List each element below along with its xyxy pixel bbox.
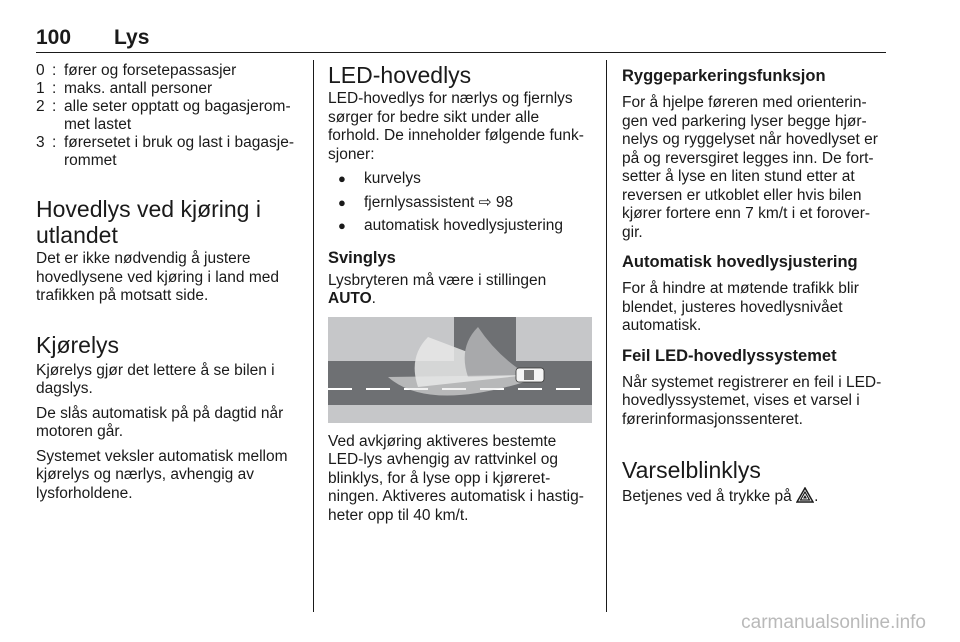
legend-item: 3 : førersetet i bruk og last i bagasje-rommet (36, 134, 295, 169)
column-divider (313, 60, 314, 612)
watermark: carmanualsonline.info (741, 612, 926, 633)
section-title-varsel: Varselblinklys (622, 457, 761, 483)
paragraph: LED-hovedlys for nærlys og fjernlys sørger for bedre sikt under alle forhold. De inneholder følgende funk-sjoner: (328, 90, 584, 163)
column-3 (622, 62, 888, 507)
legend-item: 0 : fører og forsetepassasjer (36, 62, 237, 79)
subsection-title-svinglys: Svinglys (328, 248, 396, 267)
auto-label: AUTO (328, 290, 372, 307)
column-1 (36, 62, 298, 503)
chapter-title: Lys (114, 26, 150, 49)
paragraph: Kjørelys gjør det lettere å se bilen i dagslys. (36, 361, 275, 397)
paragraph: Betjenes ved å trykke på . (622, 488, 819, 505)
subsection-title-auto: Automatisk hovedlysjustering (622, 253, 858, 271)
section-title-led: LED-hovedlys (328, 62, 472, 88)
cornering-light-illustration (328, 317, 592, 423)
hazard-triangle-icon (796, 487, 814, 503)
paragraph: De slås automatisk på på dagtid når motoren går. (36, 404, 284, 440)
page-header (36, 26, 886, 53)
feature-list (328, 170, 594, 236)
paragraph: Ved avkjøring aktiveres bestemte LED-lys avhengig av rattvinkel og blinklys, for å lyse opp i kjøreret-ningen. Aktiveres automatisk i hastig-heter opp til 40 km/t. (328, 432, 584, 524)
paragraph: Systemet veksler automatisk mellom kjørelys og nærlys, avhengig av lysforholdene. (36, 447, 288, 502)
section-title-hovedlys: Hovedlys ved kjøring i utlandet (36, 196, 261, 248)
paragraph: Det er ikke nødvendig å justere hovedlysene ved kjøring i land med trafikken på motsatt side. (36, 250, 279, 304)
page-number: 100 (36, 26, 72, 49)
load-legend (36, 62, 298, 170)
subsection-title-feil: Feil LED-hovedlyssystemet (622, 346, 837, 365)
list-item: ● kurvelys (338, 170, 421, 187)
column-divider (606, 60, 607, 612)
paragraph: Når systemet registrerer en feil i LED-hovedlyssystemet, vises et varsel i førerinformasjonssenteret. (622, 373, 882, 428)
subsection-title-rygge: Ryggeparkeringsfunksjon (622, 67, 826, 85)
paragraph: For å hindre at møtende trafikk blir blendet, justeres hovedlysnivået automatisk. (622, 280, 859, 334)
legend-item: 2 : alle seter opptatt og bagasjerom-met lastet (36, 98, 291, 133)
paragraph: For å hjelpe føreren med orienterin-gen ved parkering lyser begge hjør-nelys og ryggelyset når hovedlyset er på og reversgiret legges inn. De fort-setter å lyse en liten stund etter at reversen er utkoblet eller hvis bilen kjører fortere enn 7 km/t i et forover-gir. (622, 94, 878, 241)
column-2 (328, 62, 594, 525)
legend-item: 1 : maks. antall personer (36, 80, 213, 97)
list-item: ● automatisk hovedlysjustering (338, 217, 564, 234)
paragraph: Lysbryteren må være i stillingen AUTO. (328, 271, 547, 307)
list-item: ● fjernlysassistent ⇨ 98 (338, 193, 514, 211)
section-title-kjorelys: Kjørelys (36, 331, 120, 358)
